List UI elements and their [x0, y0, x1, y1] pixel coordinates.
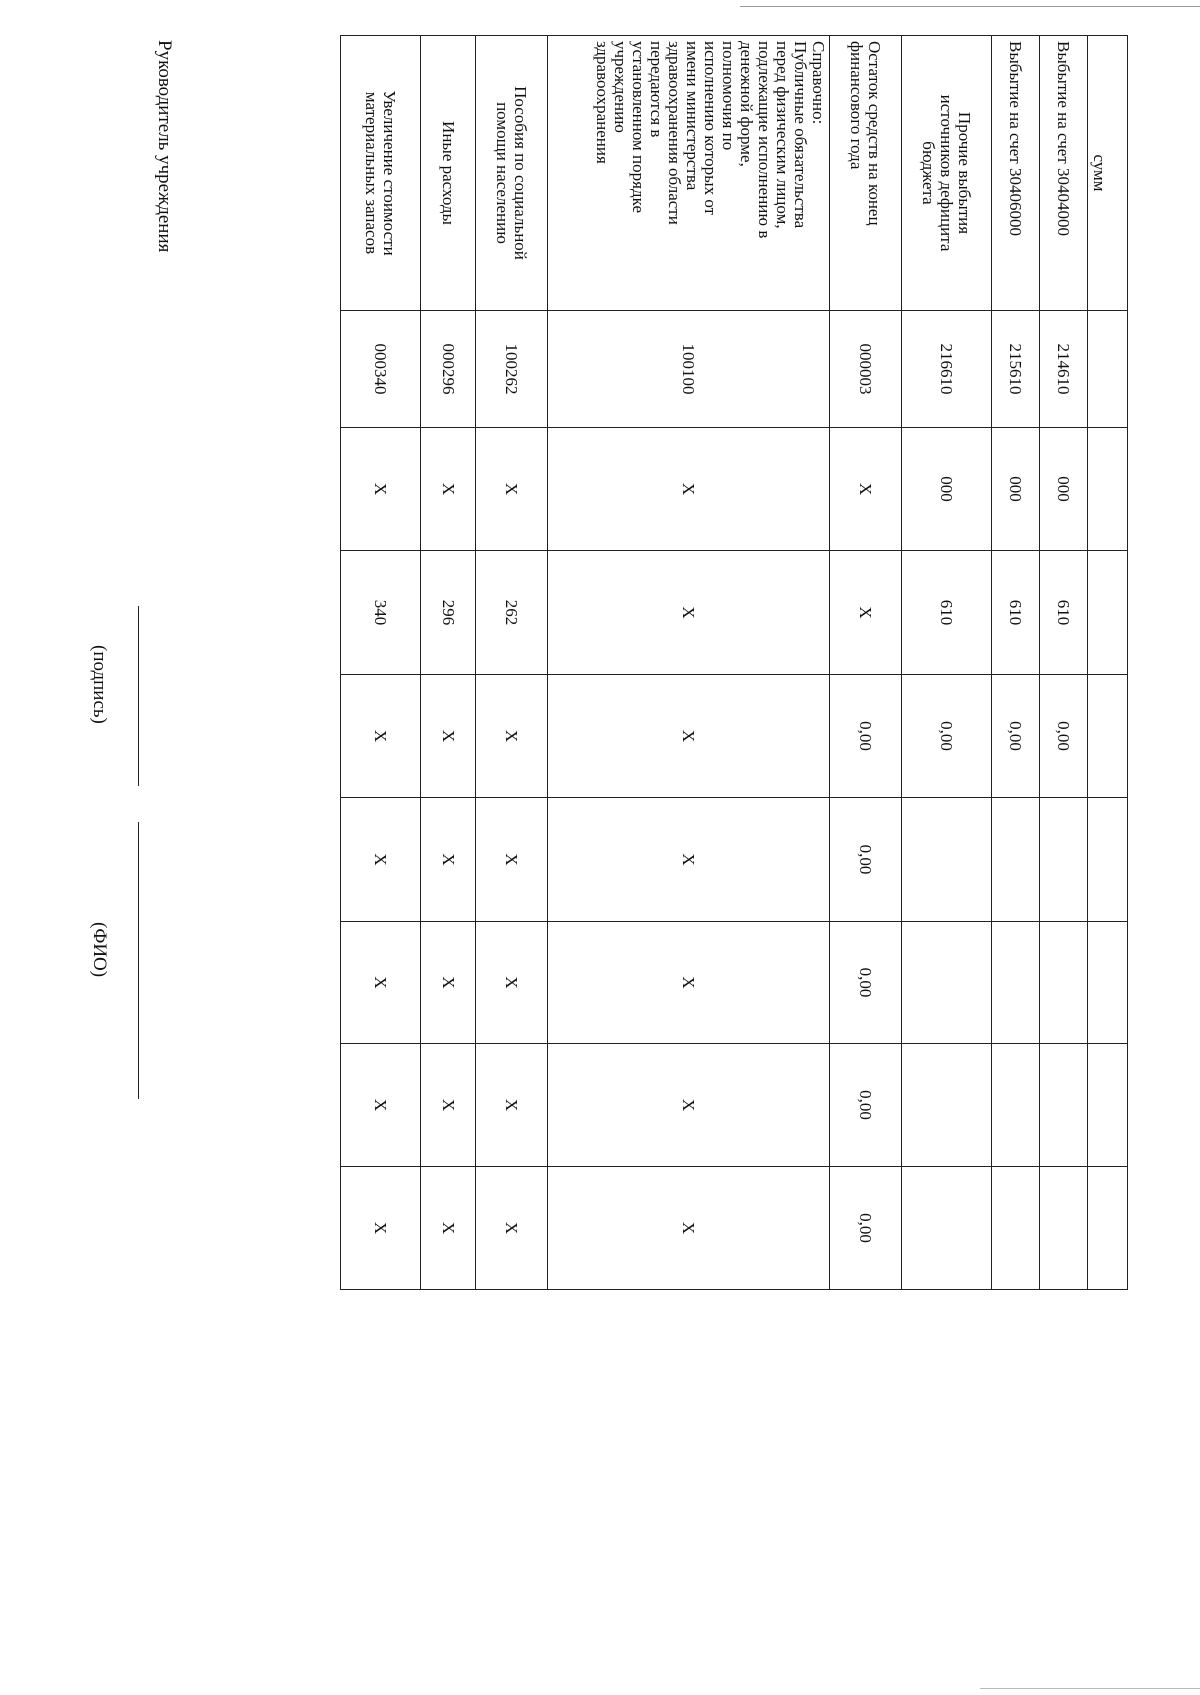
value-cell: X — [548, 1167, 830, 1290]
value-cell: X — [341, 798, 421, 922]
fio-caption: (ФИО) — [89, 922, 110, 978]
value-cell: X — [421, 922, 476, 1044]
table-row — [476, 36, 548, 1290]
head-of-institution-label: Руководитель учреждения — [154, 40, 175, 253]
row-label: Иные расходы — [421, 36, 476, 311]
value-cell: X — [476, 922, 548, 1044]
value-cell — [1040, 1044, 1088, 1167]
value-cell: 000 — [1040, 428, 1088, 551]
table-row — [548, 36, 830, 1290]
value-cell: X — [476, 428, 548, 551]
value-cell: X — [476, 1044, 548, 1167]
fio-line — [138, 822, 139, 1099]
value-cell: 0,00 — [830, 1167, 902, 1290]
row-code-cell: 000003 — [830, 311, 902, 428]
value-cell — [1040, 798, 1088, 922]
value-cell — [992, 798, 1040, 922]
table-row — [1040, 36, 1088, 1290]
value-cell — [992, 1167, 1040, 1290]
value-cell: X — [341, 1044, 421, 1167]
header-cell-empty — [1088, 428, 1128, 551]
value-cell — [1040, 1167, 1088, 1290]
header-cell-empty — [1088, 1167, 1128, 1290]
value-cell: 0,00 — [1040, 675, 1088, 798]
row-label: Пособия по социальной помощи населению — [476, 36, 548, 311]
value-cell — [1040, 922, 1088, 1044]
value-cell: X — [421, 675, 476, 798]
value-cell: X — [548, 922, 830, 1044]
value-cell: X — [548, 798, 830, 922]
table-row — [830, 36, 902, 1290]
value-cell: X — [341, 428, 421, 551]
table-row — [421, 36, 476, 1290]
value-cell: X — [421, 1044, 476, 1167]
header-cell-empty — [1088, 1044, 1128, 1167]
value-cell: 340 — [341, 551, 421, 675]
value-cell: X — [830, 428, 902, 551]
value-cell: X — [341, 675, 421, 798]
value-cell: 610 — [992, 551, 1040, 675]
value-cell: X — [341, 922, 421, 1044]
row-label: Справочно: Публичные обязательства перед физическим лицом, подлежащие исполнению в денежной форме, полномочия по исполнению которых от имени министерства здравоохранения области передаются в установленном порядке учреждению здравоохранения — [548, 36, 830, 311]
value-cell: 610 — [1040, 551, 1088, 675]
value-cell: X — [548, 675, 830, 798]
value-cell: X — [830, 551, 902, 675]
row-code-cell: 100100 — [548, 311, 830, 428]
table-header-row — [1088, 36, 1128, 1290]
value-cell: X — [421, 428, 476, 551]
value-cell — [902, 1044, 992, 1167]
row-label: Выбытие на счет 30404000 — [1040, 36, 1088, 311]
value-cell: X — [548, 551, 830, 675]
table-row — [341, 36, 421, 1290]
header-cell-empty — [1088, 311, 1128, 428]
signature-line — [138, 606, 139, 786]
value-cell: 0,00 — [902, 675, 992, 798]
row-code-cell: 214610 — [1040, 311, 1088, 428]
value-cell: 0,00 — [830, 675, 902, 798]
row-code-cell: 216610 — [902, 311, 992, 428]
value-cell: X — [421, 1167, 476, 1290]
row-label: Выбытие на счет 30406000 — [992, 36, 1040, 311]
value-cell: X — [476, 1167, 548, 1290]
report-table — [340, 35, 1128, 1290]
value-cell — [902, 798, 992, 922]
value-cell: 0,00 — [992, 675, 1040, 798]
value-cell — [992, 922, 1040, 1044]
value-cell: X — [341, 1167, 421, 1290]
header-cell-empty — [1088, 922, 1128, 1044]
value-cell — [992, 1044, 1040, 1167]
row-code-cell: 215610 — [992, 311, 1040, 428]
report-table-body — [341, 36, 1128, 1290]
value-cell: 610 — [902, 551, 992, 675]
value-cell: 262 — [476, 551, 548, 675]
row-label: Увеличение стоимости материальных запасов — [341, 36, 421, 311]
value-cell: X — [548, 428, 830, 551]
header-cell-empty — [1088, 551, 1128, 675]
value-cell: X — [476, 798, 548, 922]
header-cell: сумм — [1088, 36, 1128, 311]
value-cell: 000 — [992, 428, 1040, 551]
value-cell — [902, 1167, 992, 1290]
row-label: Остаток средств на конец финансового года — [830, 36, 902, 311]
value-cell: X — [476, 675, 548, 798]
value-cell: X — [421, 798, 476, 922]
row-label: Прочие выбытия источников дефицита бюджета — [902, 36, 992, 311]
table-row — [992, 36, 1040, 1290]
row-code-cell: 100262 — [476, 311, 548, 428]
value-cell: 0,00 — [830, 1044, 902, 1167]
row-code-cell: 000296 — [421, 311, 476, 428]
header-cell-empty — [1088, 675, 1128, 798]
value-cell: X — [548, 1044, 830, 1167]
header-cell-empty — [1088, 798, 1128, 922]
value-cell: 0,00 — [830, 922, 902, 1044]
row-code-cell: 000340 — [341, 311, 421, 428]
signature-caption: (подпись) — [89, 645, 110, 724]
value-cell — [902, 922, 992, 1044]
value-cell: 000 — [902, 428, 992, 551]
table-row — [902, 36, 992, 1290]
value-cell: 296 — [421, 551, 476, 675]
value-cell: 0,00 — [830, 798, 902, 922]
